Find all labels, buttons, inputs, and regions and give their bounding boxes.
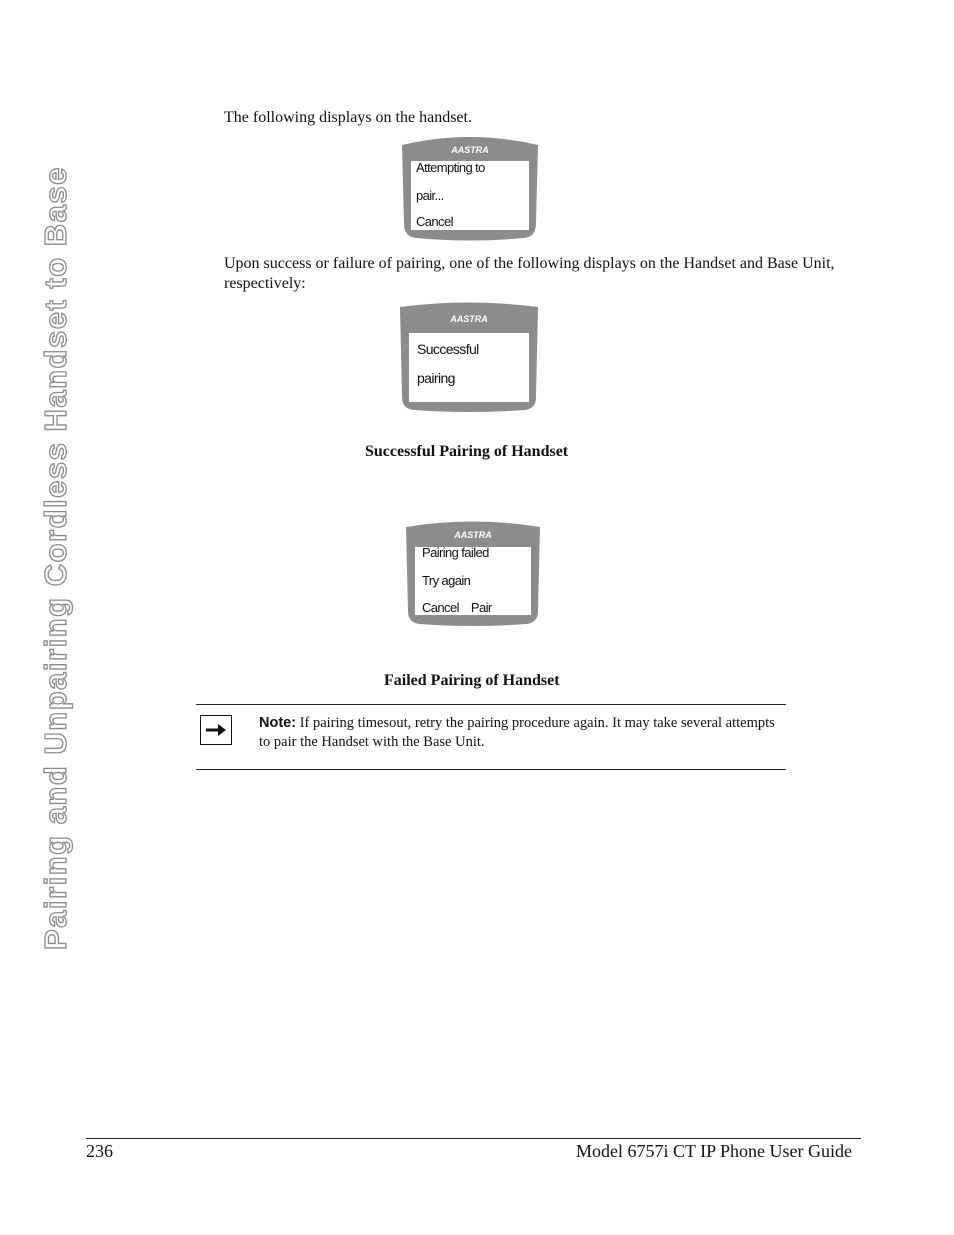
screen-softkey-cancel: Cancel	[416, 214, 453, 229]
note-text: If pairing timesout, retry the pairing procedure again. It may take several attempts to pair the Handset with the Base Unit.	[259, 715, 775, 750]
figure-caption-failed: Failed Pairing of Handset	[384, 672, 560, 689]
aastra-logo: AASTRA	[454, 530, 492, 540]
footer-divider	[86, 1138, 861, 1139]
screen-line: pairing	[417, 370, 455, 386]
intro-paragraph: The following displays on the handset.	[224, 109, 472, 126]
screen-line: Try again	[422, 573, 471, 588]
aastra-logo: AASTRA	[450, 314, 488, 324]
aastra-logo: AASTRA	[451, 145, 489, 155]
handset-display-success	[398, 301, 540, 413]
screen-line: Successful	[417, 341, 479, 357]
screen-line: Pairing failed	[422, 545, 489, 560]
page-number: 236	[86, 1141, 113, 1161]
screen-line: Attempting to	[416, 160, 485, 175]
handset-display-failed	[404, 519, 542, 627]
note-label: Note:	[259, 715, 297, 731]
note-box	[196, 704, 786, 770]
result-paragraph: Upon success or failure of pairing, one of the following displays on the Handset and Base Unit, respectively:	[224, 255, 835, 292]
note-content	[259, 714, 779, 752]
handset-bezel	[398, 301, 540, 413]
figure-caption-success: Successful Pairing of Handset	[365, 443, 569, 460]
guide-title: Model 6757i CT IP Phone User Guide	[576, 1141, 852, 1161]
handset-display-attempting	[400, 133, 540, 241]
screen-softkeys: Cancel Pair	[422, 600, 492, 615]
right-arrow-icon	[200, 715, 232, 745]
chapter-side-title: Pairing and Unpairing Cordless Handset to Base	[38, 166, 73, 950]
screen-line: pair...	[416, 188, 444, 203]
